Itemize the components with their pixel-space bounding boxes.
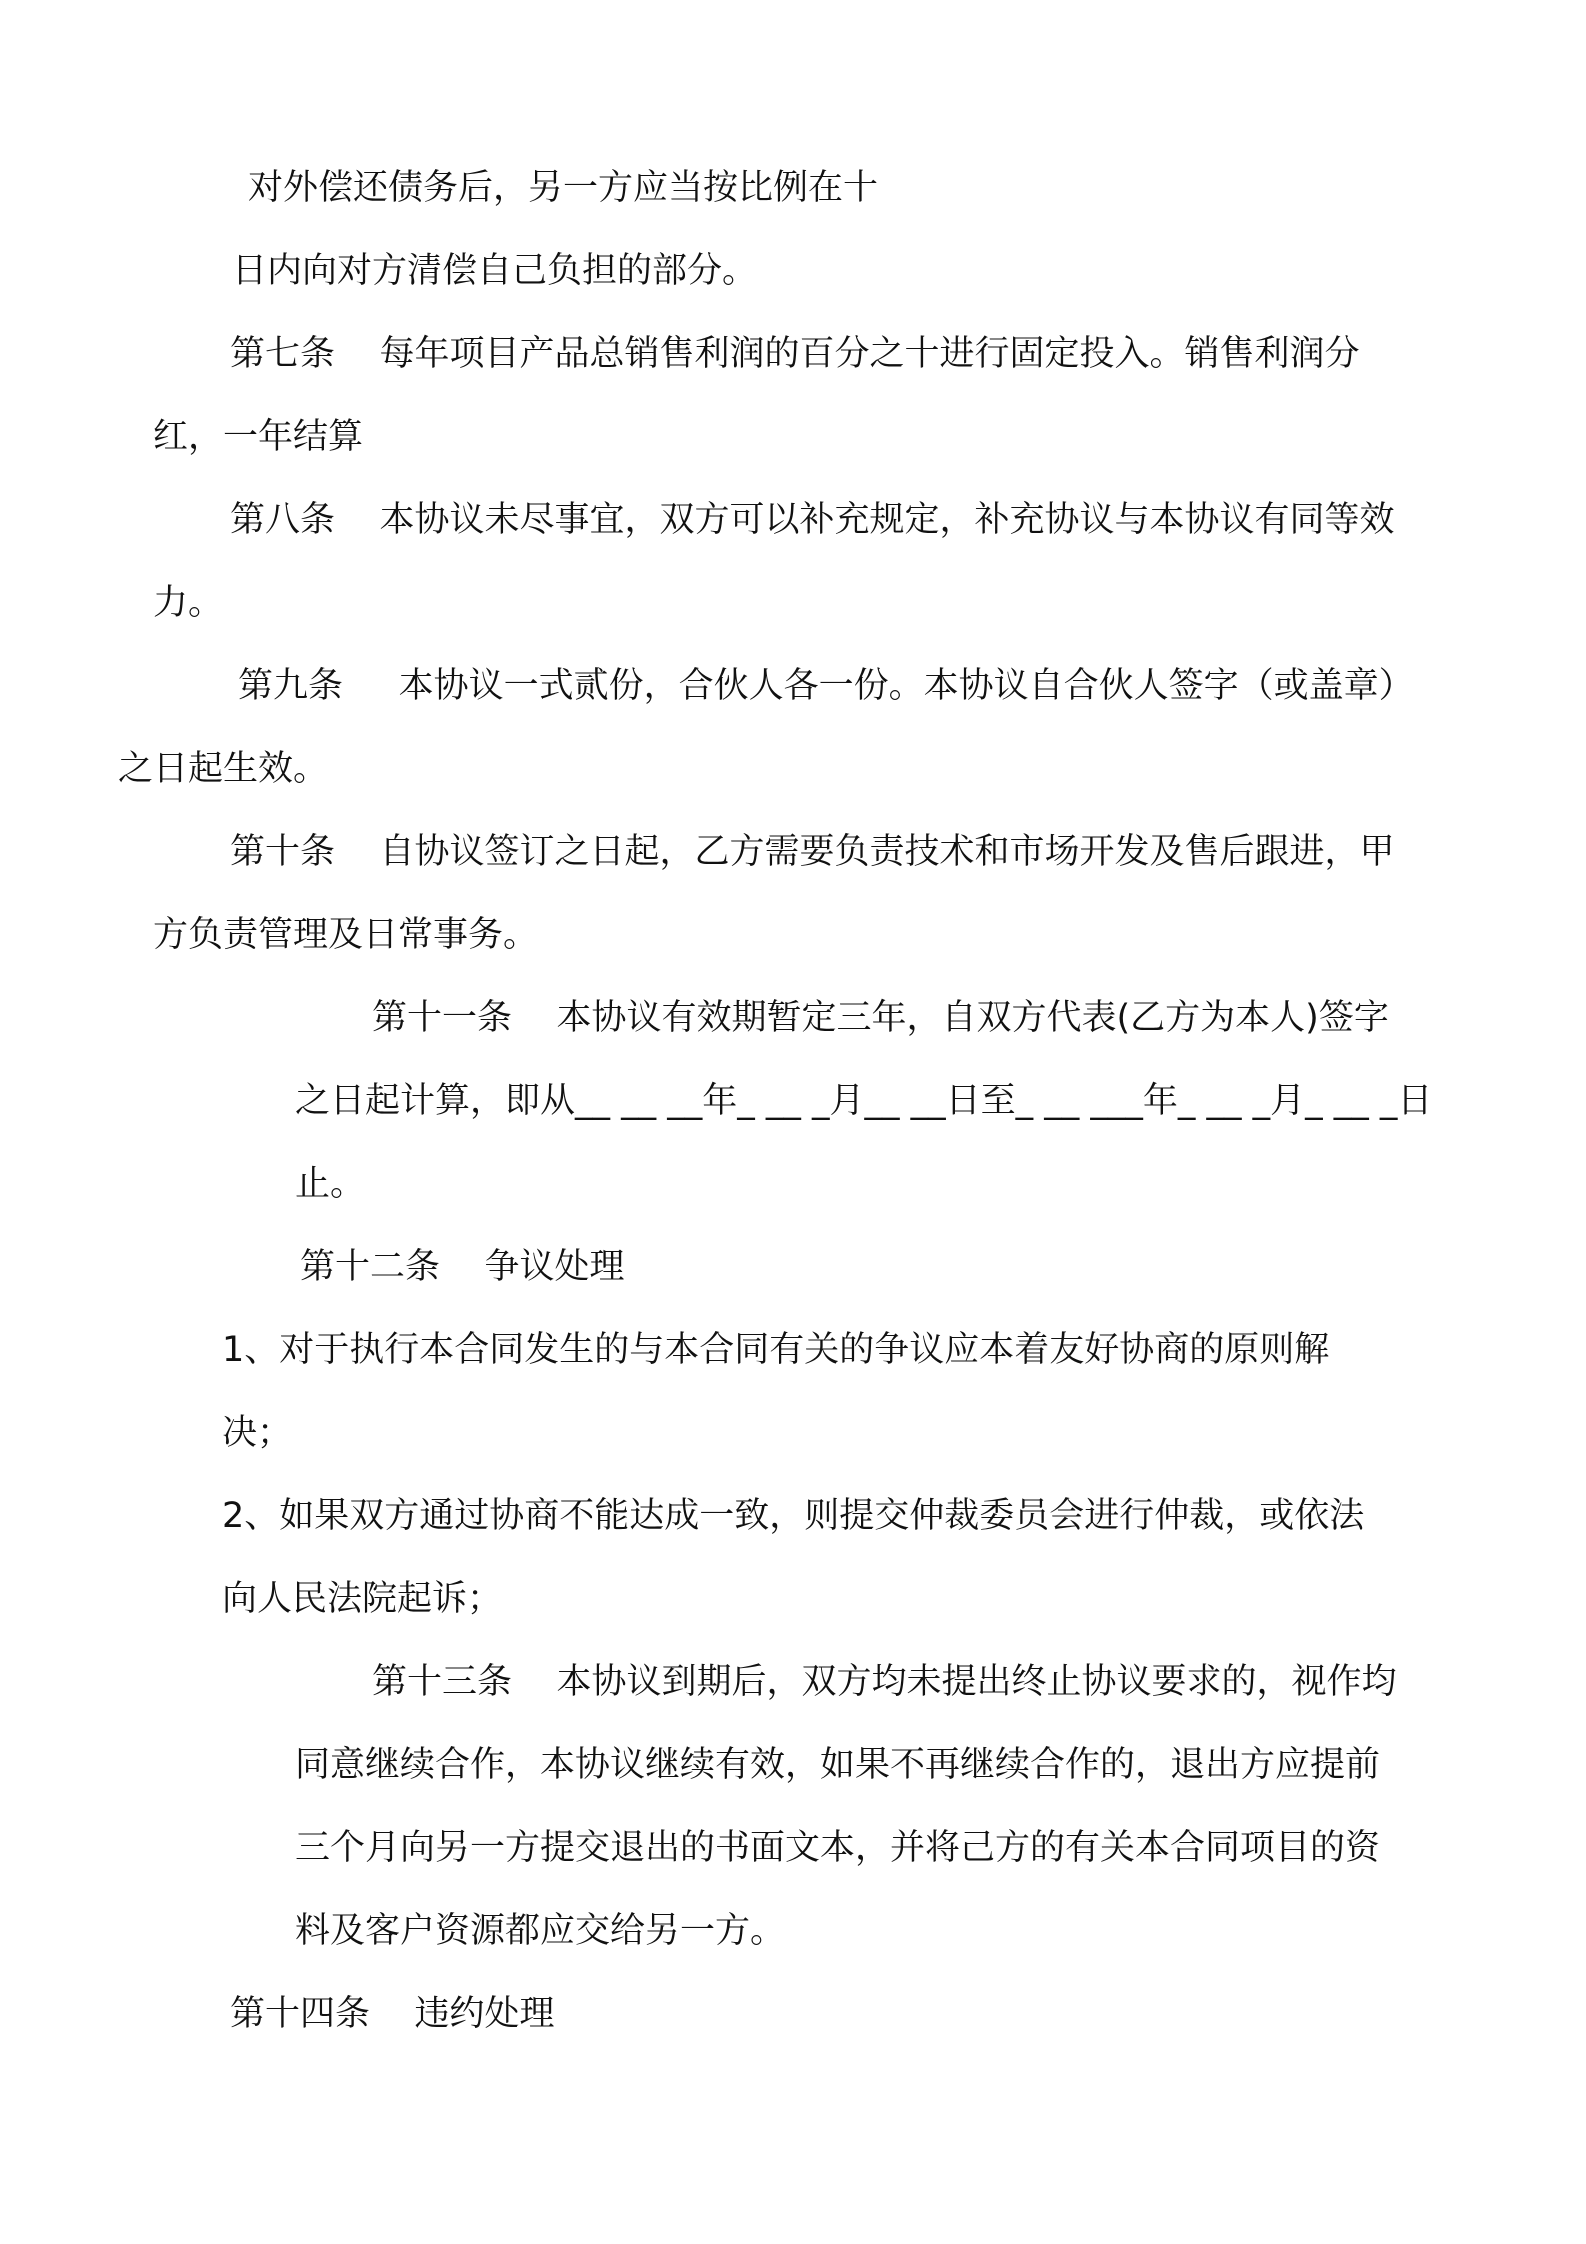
article-11-line: 第十一条 本协议有效期暂定三年，自双方代表(乙方为本人)签字: [372, 998, 1389, 1038]
text-line: 之日起生效。: [118, 749, 329, 789]
text-line: 红，一年结算: [153, 417, 364, 457]
text-line: 力。: [153, 583, 224, 623]
article-8-line: 第八条 本协议未尽事宜，双方可以补充规定，补充协议与本协议有同等效: [230, 500, 1395, 540]
text-line: 对外偿还债务后，另一方应当按比例在十: [248, 168, 879, 208]
article-10-line: 第十条 自协议签订之日起，乙方需要负责技术和市场开发及售后跟进，甲: [230, 832, 1395, 872]
article-13-line: 第十三条 本协议到期后，双方均未提出终止协议要求的，视作均: [372, 1662, 1397, 1702]
article-14-heading: 第十四条 违约处理: [230, 1994, 555, 2034]
dispute-item-1: 1、对于执行本合同发生的与本合同有关的争议应本着友好协商的原则解: [222, 1330, 1330, 1370]
article-7-line: 第七条 每年项目产品总销售利润的百分之十进行固定投入。销售利润分: [230, 334, 1360, 374]
text-line: 方负责管理及日常事务。: [153, 915, 539, 955]
text-line: 日内向对方清偿自己负担的部分。: [232, 251, 758, 291]
text-line: 决；: [222, 1413, 293, 1453]
article-9-line: 第九条 本协议一式贰份，合伙人各一份。本协议自合伙人签字（或盖章）: [238, 666, 1414, 706]
article-12-heading: 第十二条 争议处理: [300, 1247, 625, 1287]
text-line: 料及客户资源都应交给另一方。: [295, 1911, 786, 1951]
date-range-line: 之日起计算，即从__ __ __年_ __ _月__ __日至_ __ ___年_ __ _月_ __ _日: [295, 1081, 1433, 1121]
text-line: 止。: [295, 1164, 366, 1204]
text-line: 同意继续合作，本协议继续有效，如果不再继续合作的，退出方应提前: [295, 1745, 1381, 1785]
text-line: 三个月向另一方提交退出的书面文本，并将己方的有关本合同项目的资: [295, 1828, 1381, 1868]
dispute-item-2: 2、如果双方通过协商不能达成一致，则提交仲裁委员会进行仲裁，或依法: [222, 1496, 1365, 1536]
text-line: 向人民法院起诉；: [222, 1579, 503, 1619]
